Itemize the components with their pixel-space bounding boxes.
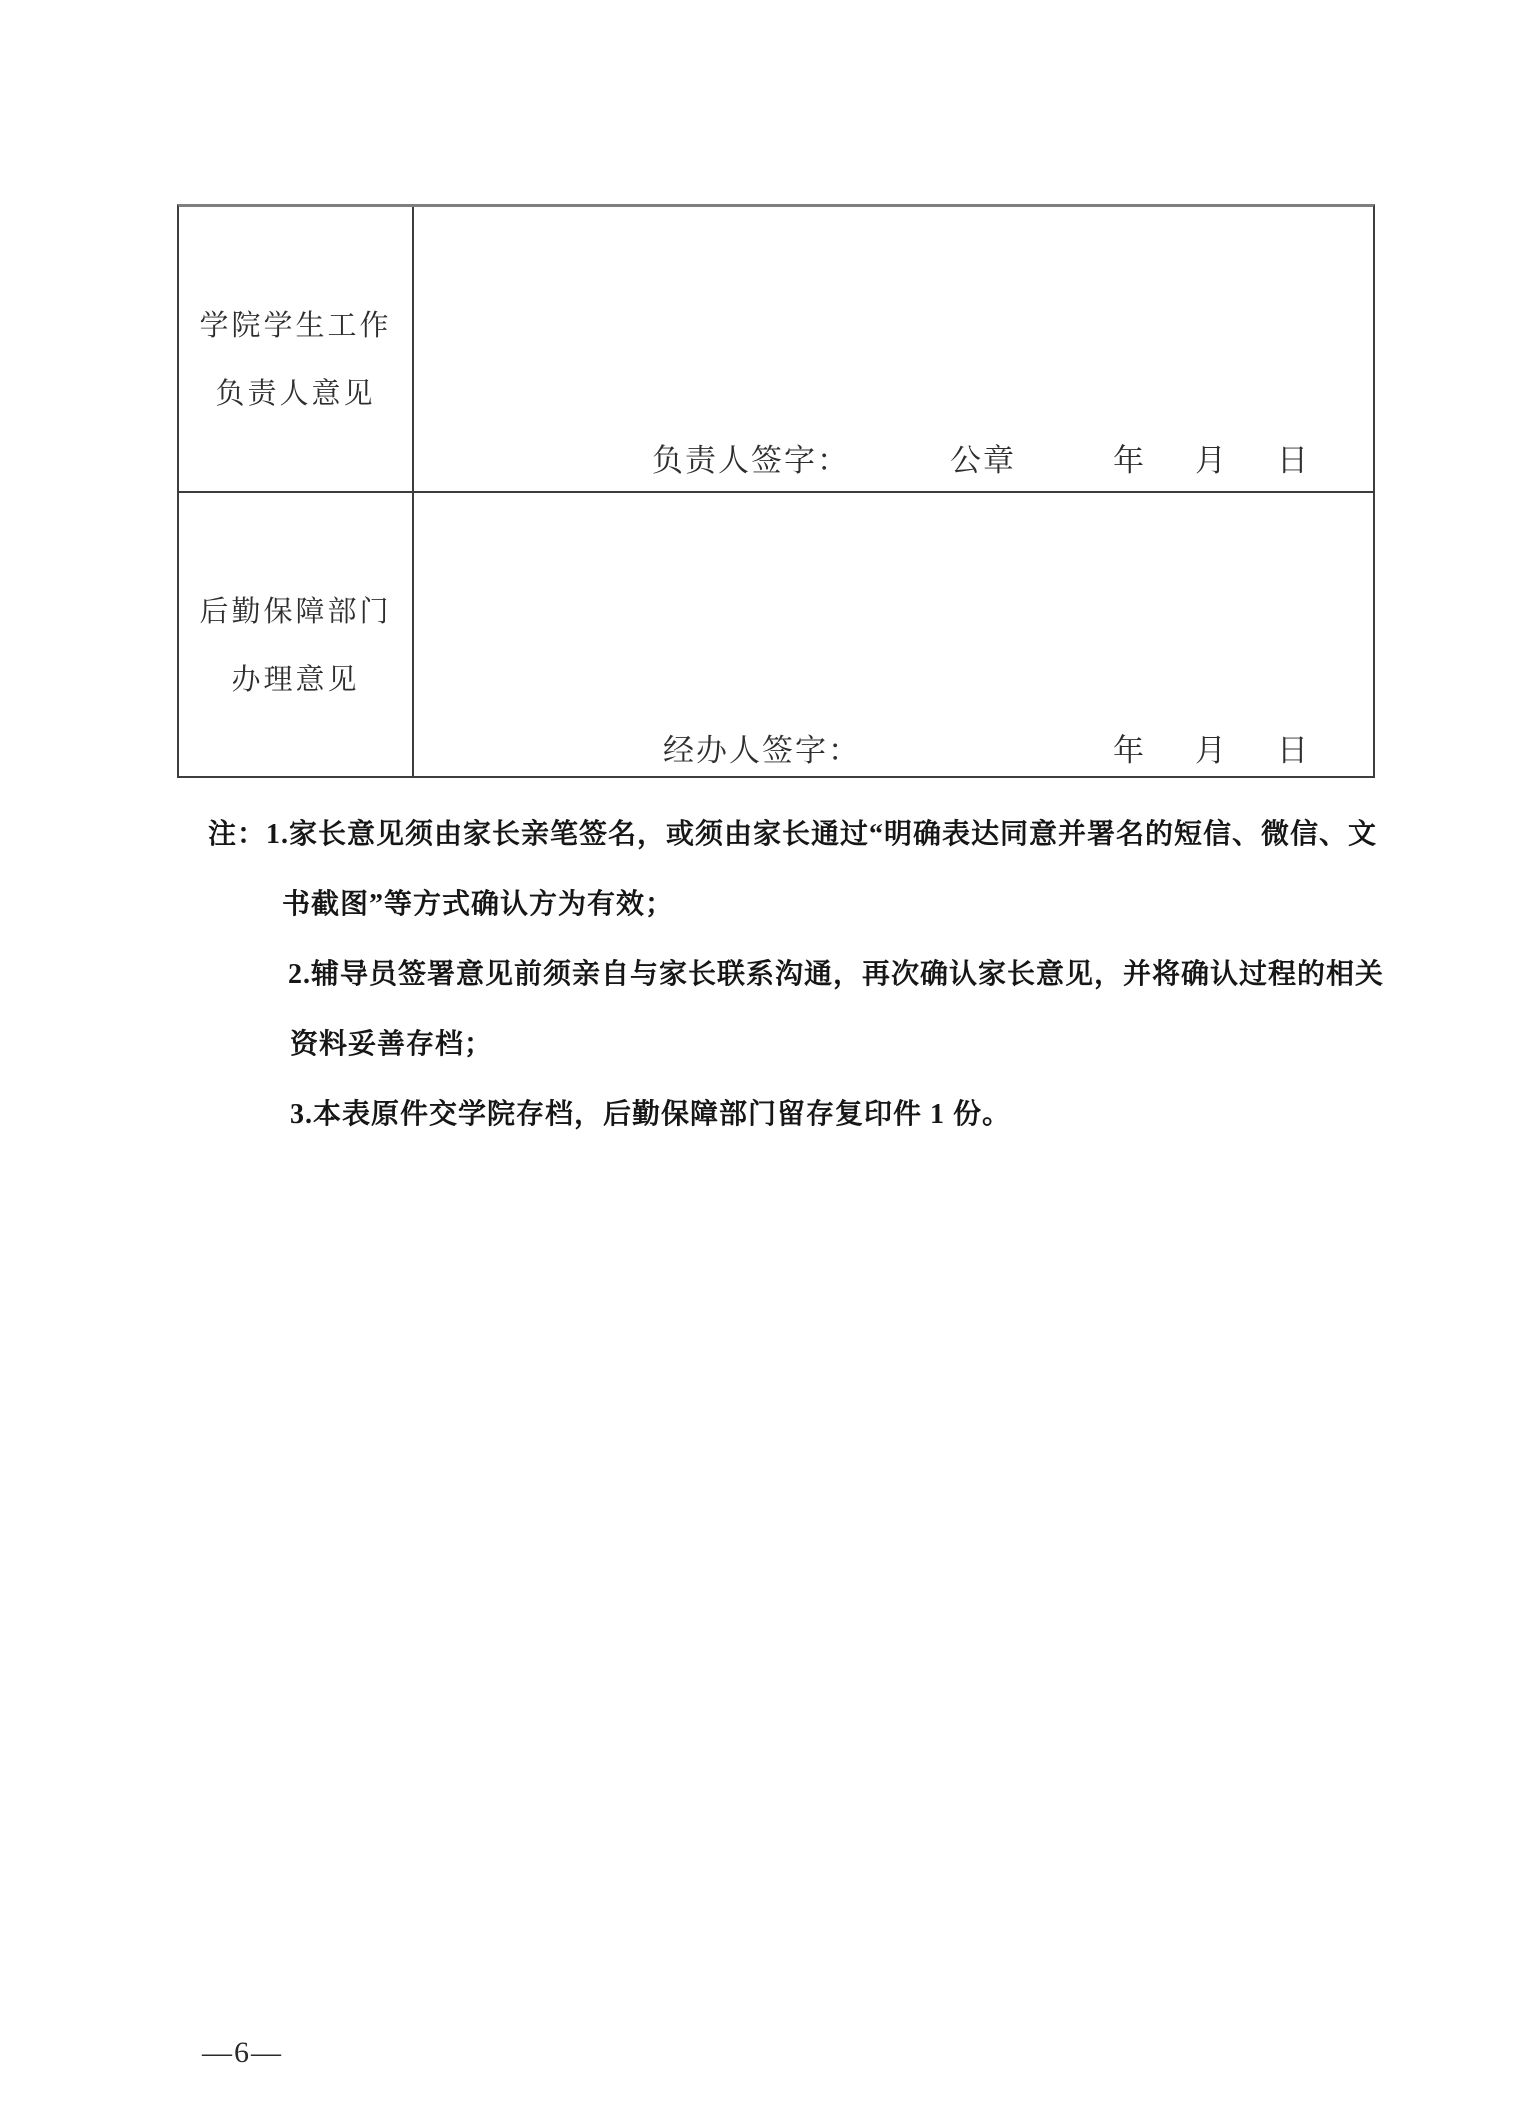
month-label: 月 — [1195, 443, 1228, 478]
notes-section — [208, 800, 1418, 1150]
year-label: 年 — [1113, 733, 1146, 768]
college-opinion-content-cell — [414, 207, 1373, 493]
college-opinion-signature-line — [414, 444, 1373, 478]
day-label: 日 — [1277, 733, 1310, 768]
note-1-line-1: 注：1.家长意见须由家长亲笔签名，或须由家长通过“明确表达同意并署名的短信、微信、文 — [208, 819, 1378, 850]
logistics-opinion-label-line1: 后勤保障部门 — [199, 595, 392, 628]
logistics-opinion-content-cell — [414, 493, 1373, 776]
year-label: 年 — [1113, 443, 1146, 478]
college-opinion-label-line1: 学院学生工作 — [199, 310, 392, 342]
logistics-opinion-label-cell — [179, 493, 414, 776]
responsible-person-signature-label: 负责人签字： — [652, 443, 850, 478]
note-2-line-1: 2.辅导员签署意见前须亲自与家长联系沟通，再次确认家长意见，并将确认过程的相关 — [288, 959, 1385, 990]
logistics-opinion-signature-line — [414, 734, 1373, 768]
college-opinion-label-cell — [179, 207, 414, 493]
official-seal-label: 公章 — [950, 443, 1016, 478]
note-2-line-2: 资料妥善存档； — [290, 1029, 494, 1060]
page-number: —6— — [202, 2036, 283, 2069]
college-opinion-label-line2: 负责人意见 — [215, 378, 376, 410]
logistics-opinion-label-line2: 办理意见 — [231, 663, 360, 696]
month-label: 月 — [1195, 733, 1228, 768]
approval-table — [177, 204, 1375, 778]
handler-signature-label: 经办人签字： — [663, 733, 861, 768]
note-1-line-2: 书截图”等方式确认方为有效； — [282, 889, 675, 920]
note-3-line-1: 3.本表原件交学院存档，后勤保障部门留存复印件 1 份。 — [290, 1099, 1012, 1130]
day-label: 日 — [1277, 443, 1310, 478]
